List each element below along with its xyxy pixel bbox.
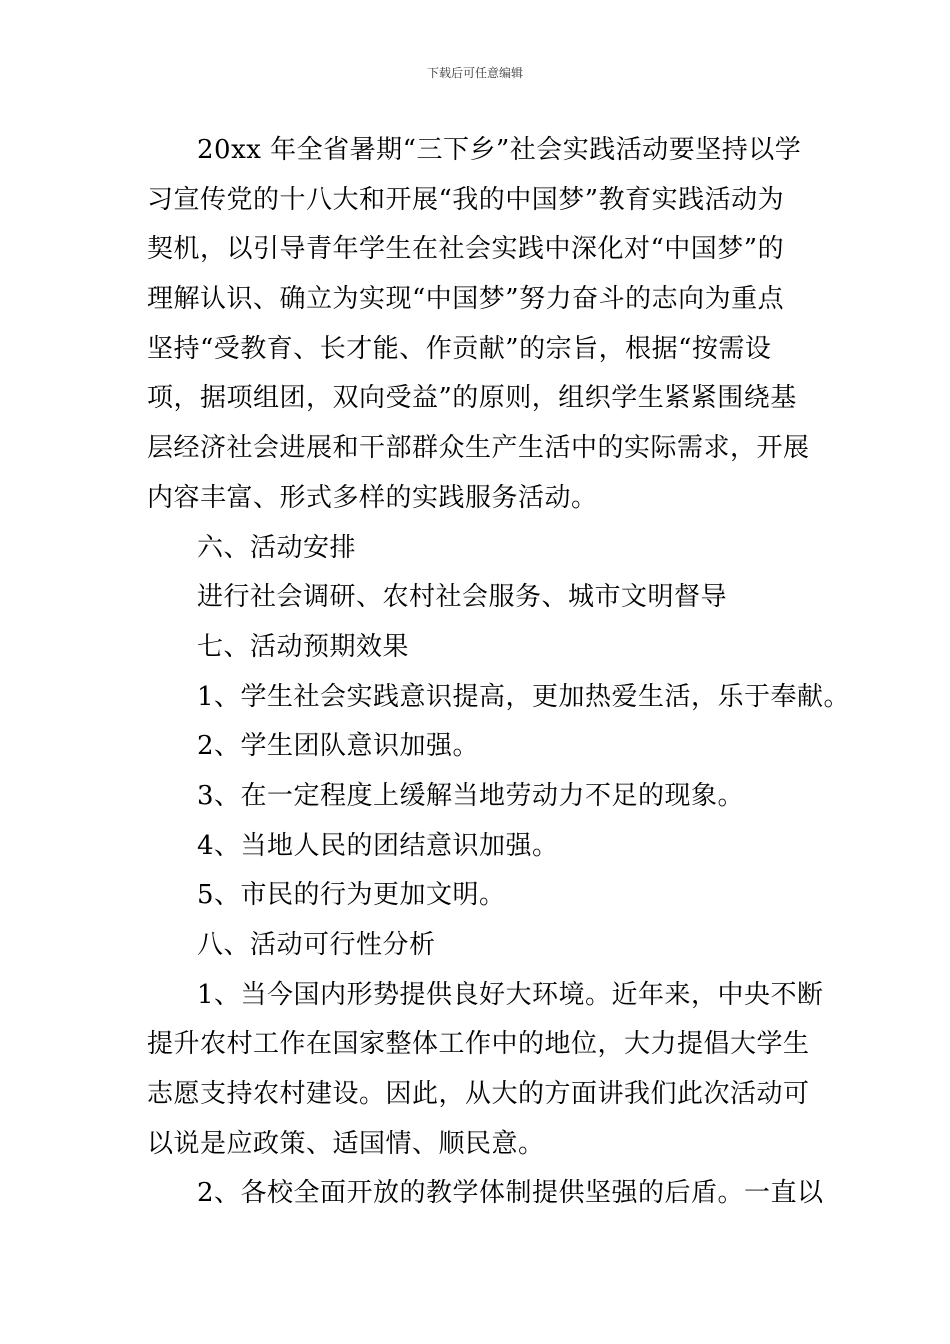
text-line: 2、各校全面开放的教学体制提供坚强的后盾。一直以 <box>197 1178 824 1209</box>
text-line: 1、学生社会实践意识提高，更加热爱生活，乐于奉献。 <box>197 681 851 712</box>
text-line: 习宣传党的十八大和开展“我的中国梦”教育实践活动为 <box>147 184 785 215</box>
list-item <box>147 822 811 872</box>
text-line: 进行社会调研、农村社会服务、城市文明督导 <box>197 582 728 613</box>
list-item <box>147 772 811 822</box>
text-line: 志愿支持农村建设。因此，从大的方面讲我们此次活动可 <box>147 1079 810 1110</box>
text-line: 5、市民的行为更加文明。 <box>197 880 506 911</box>
paragraph-feasibility-1 <box>147 971 824 1170</box>
heading-text: 六、活动安排 <box>197 532 357 563</box>
text-line: 理解认识、确立为实现“中国梦”努力奋斗的志向为重点 <box>147 284 785 315</box>
heading-text: 七、活动预期效果 <box>197 631 410 662</box>
text-line: 以说是应政策、适国情、顺民意。 <box>147 1128 545 1159</box>
text-line: 坚持“受教育、长才能、作贡献”的宗旨，根据“按需设 <box>147 333 772 364</box>
text-line: 1、当今国内形势提供良好大环境。近年来，中央不断 <box>197 979 824 1010</box>
text-line: 2、学生团队意识加强。 <box>197 731 480 762</box>
page-header: 下载后可任意编辑 <box>426 66 523 80</box>
text-line: 层经济社会进展和干部群众生产生活中的实际需求，开展 <box>147 433 810 464</box>
list-item <box>147 871 811 921</box>
text-line: 20xx 年全省暑期“三下乡”社会实践活动要坚持以学 <box>197 135 802 165</box>
text-line: 提升农村工作在国家整体工作中的地位，大力提倡大学生 <box>147 1029 810 1060</box>
section-heading-8 <box>147 921 811 971</box>
section-heading-7 <box>147 623 811 673</box>
text-line: 项，据项组团，双向受益”的原则，组织学生紧紧围绕基 <box>147 383 797 414</box>
text-line: 内容丰富、形式多样的实践服务活动。 <box>147 482 598 513</box>
document-body <box>147 126 851 1219</box>
heading-text: 八、活动可行性分析 <box>197 930 436 960</box>
list-item <box>147 673 851 723</box>
paragraph-feasibility-2 <box>147 1169 824 1219</box>
list-item <box>147 722 811 772</box>
section-heading-6 <box>147 524 811 574</box>
text-line: 3、在一定程度上缓解当地劳动力不足的现象。 <box>197 780 745 811</box>
text-line: 4、当地人民的团结意识加强。 <box>197 830 559 861</box>
text-line: 契机，以引导青年学生在社会实践中深化对“中国梦”的 <box>147 234 785 265</box>
paragraph-intro <box>147 126 811 524</box>
paragraph-activity-arrangement <box>147 573 811 623</box>
